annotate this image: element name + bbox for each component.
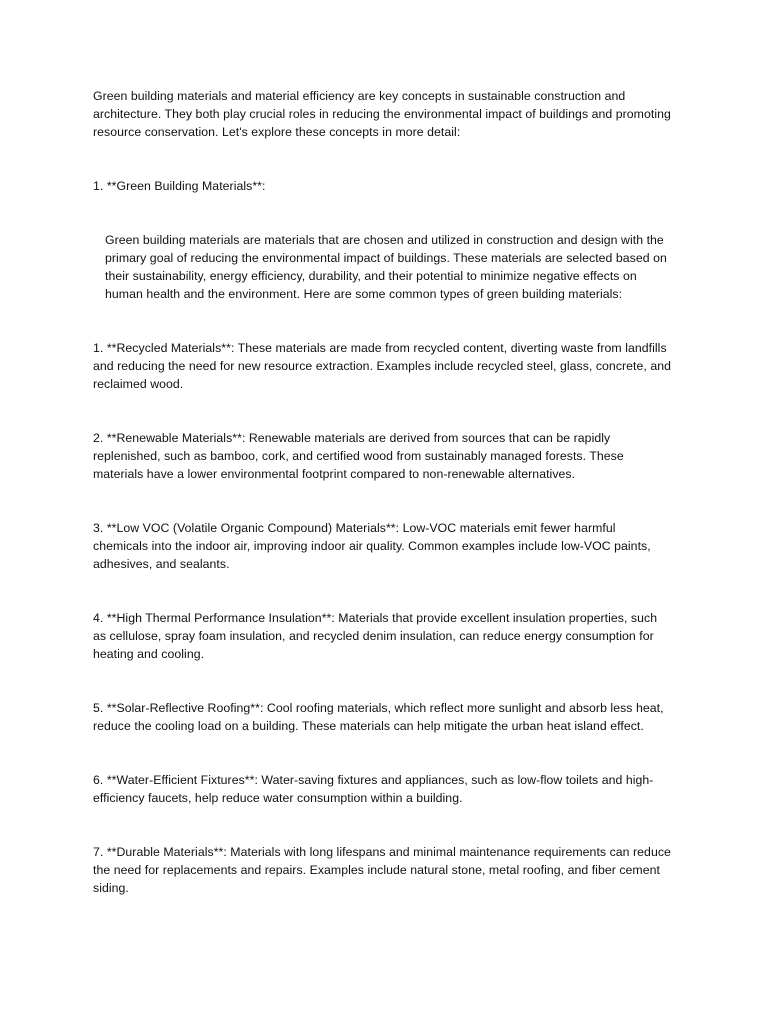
list-item-renewable-materials: 2. **Renewable Materials**: Renewable materials are derived from sources that can be rapidly replenished, such as bamboo, cork, and certified wood from sustainably managed forests. These materials have a lower environmental footprint compared to non-renewable alternatives. [93,431,624,481]
section-heading: 1. **Green Building Materials**: [93,179,266,193]
list-item-low-voc-materials: 3. **Low VOC (Volatile Organic Compound) Materials**: Low-VOC materials emit fewer harmful chemicals into the indoor air, improving indoor air quality. Common examples include low-VOC paints, adhesives, and sealants. [93,521,651,571]
list-item-water-efficient-fixtures: 6. **Water-Efficient Fixtures**: Water-saving fixtures and appliances, such as low-flow toilets and high-efficiency faucets, help reduce water consumption within a building. [93,773,654,805]
list-item-thermal-insulation: 4. **High Thermal Performance Insulation**: Materials that provide excellent insulation properties, such as cellulose, spray foam insulation, and recycled denim insulation, can reduce energy consumption for heating and cooling. [93,611,658,661]
list-item-solar-reflective-roofing: 5. **Solar-Reflective Roofing**: Cool roofing materials, which reflect more sunlight and absorb less heat, reduce the cooling load on a building. These materials can help mitigate the urban heat island effect. [93,701,664,733]
list-item-durable-materials: 7. **Durable Materials**: Materials with long lifespans and minimal maintenance requirements can reduce the need for replacements and repairs. Examples include natural stone, metal roofing, and fiber cement siding. [93,845,671,895]
list-item-recycled-materials: 1. **Recycled Materials**: These materials are made from recycled content, diverting waste from landfills and reducing the need for new resource extraction. Examples include recycled steel, glass, concrete, and reclaimed wood. [93,341,672,391]
intro-paragraph: Green building materials and material efficiency are key concepts in sustainable construction and architecture. They both play crucial roles in reducing the environmental impact of buildings and promoting resource conservation. Let's explore these concepts in more detail: [93,89,671,139]
overview-paragraph: Green building materials are materials that are chosen and utilized in construction and design with the primary goal of reducing the environmental impact of buildings. These materials are selected based on their sustainability, energy efficiency, durability, and their potential to minimize negative effects on human health and the environment. Here are some common types of green building materials: [105,233,667,301]
